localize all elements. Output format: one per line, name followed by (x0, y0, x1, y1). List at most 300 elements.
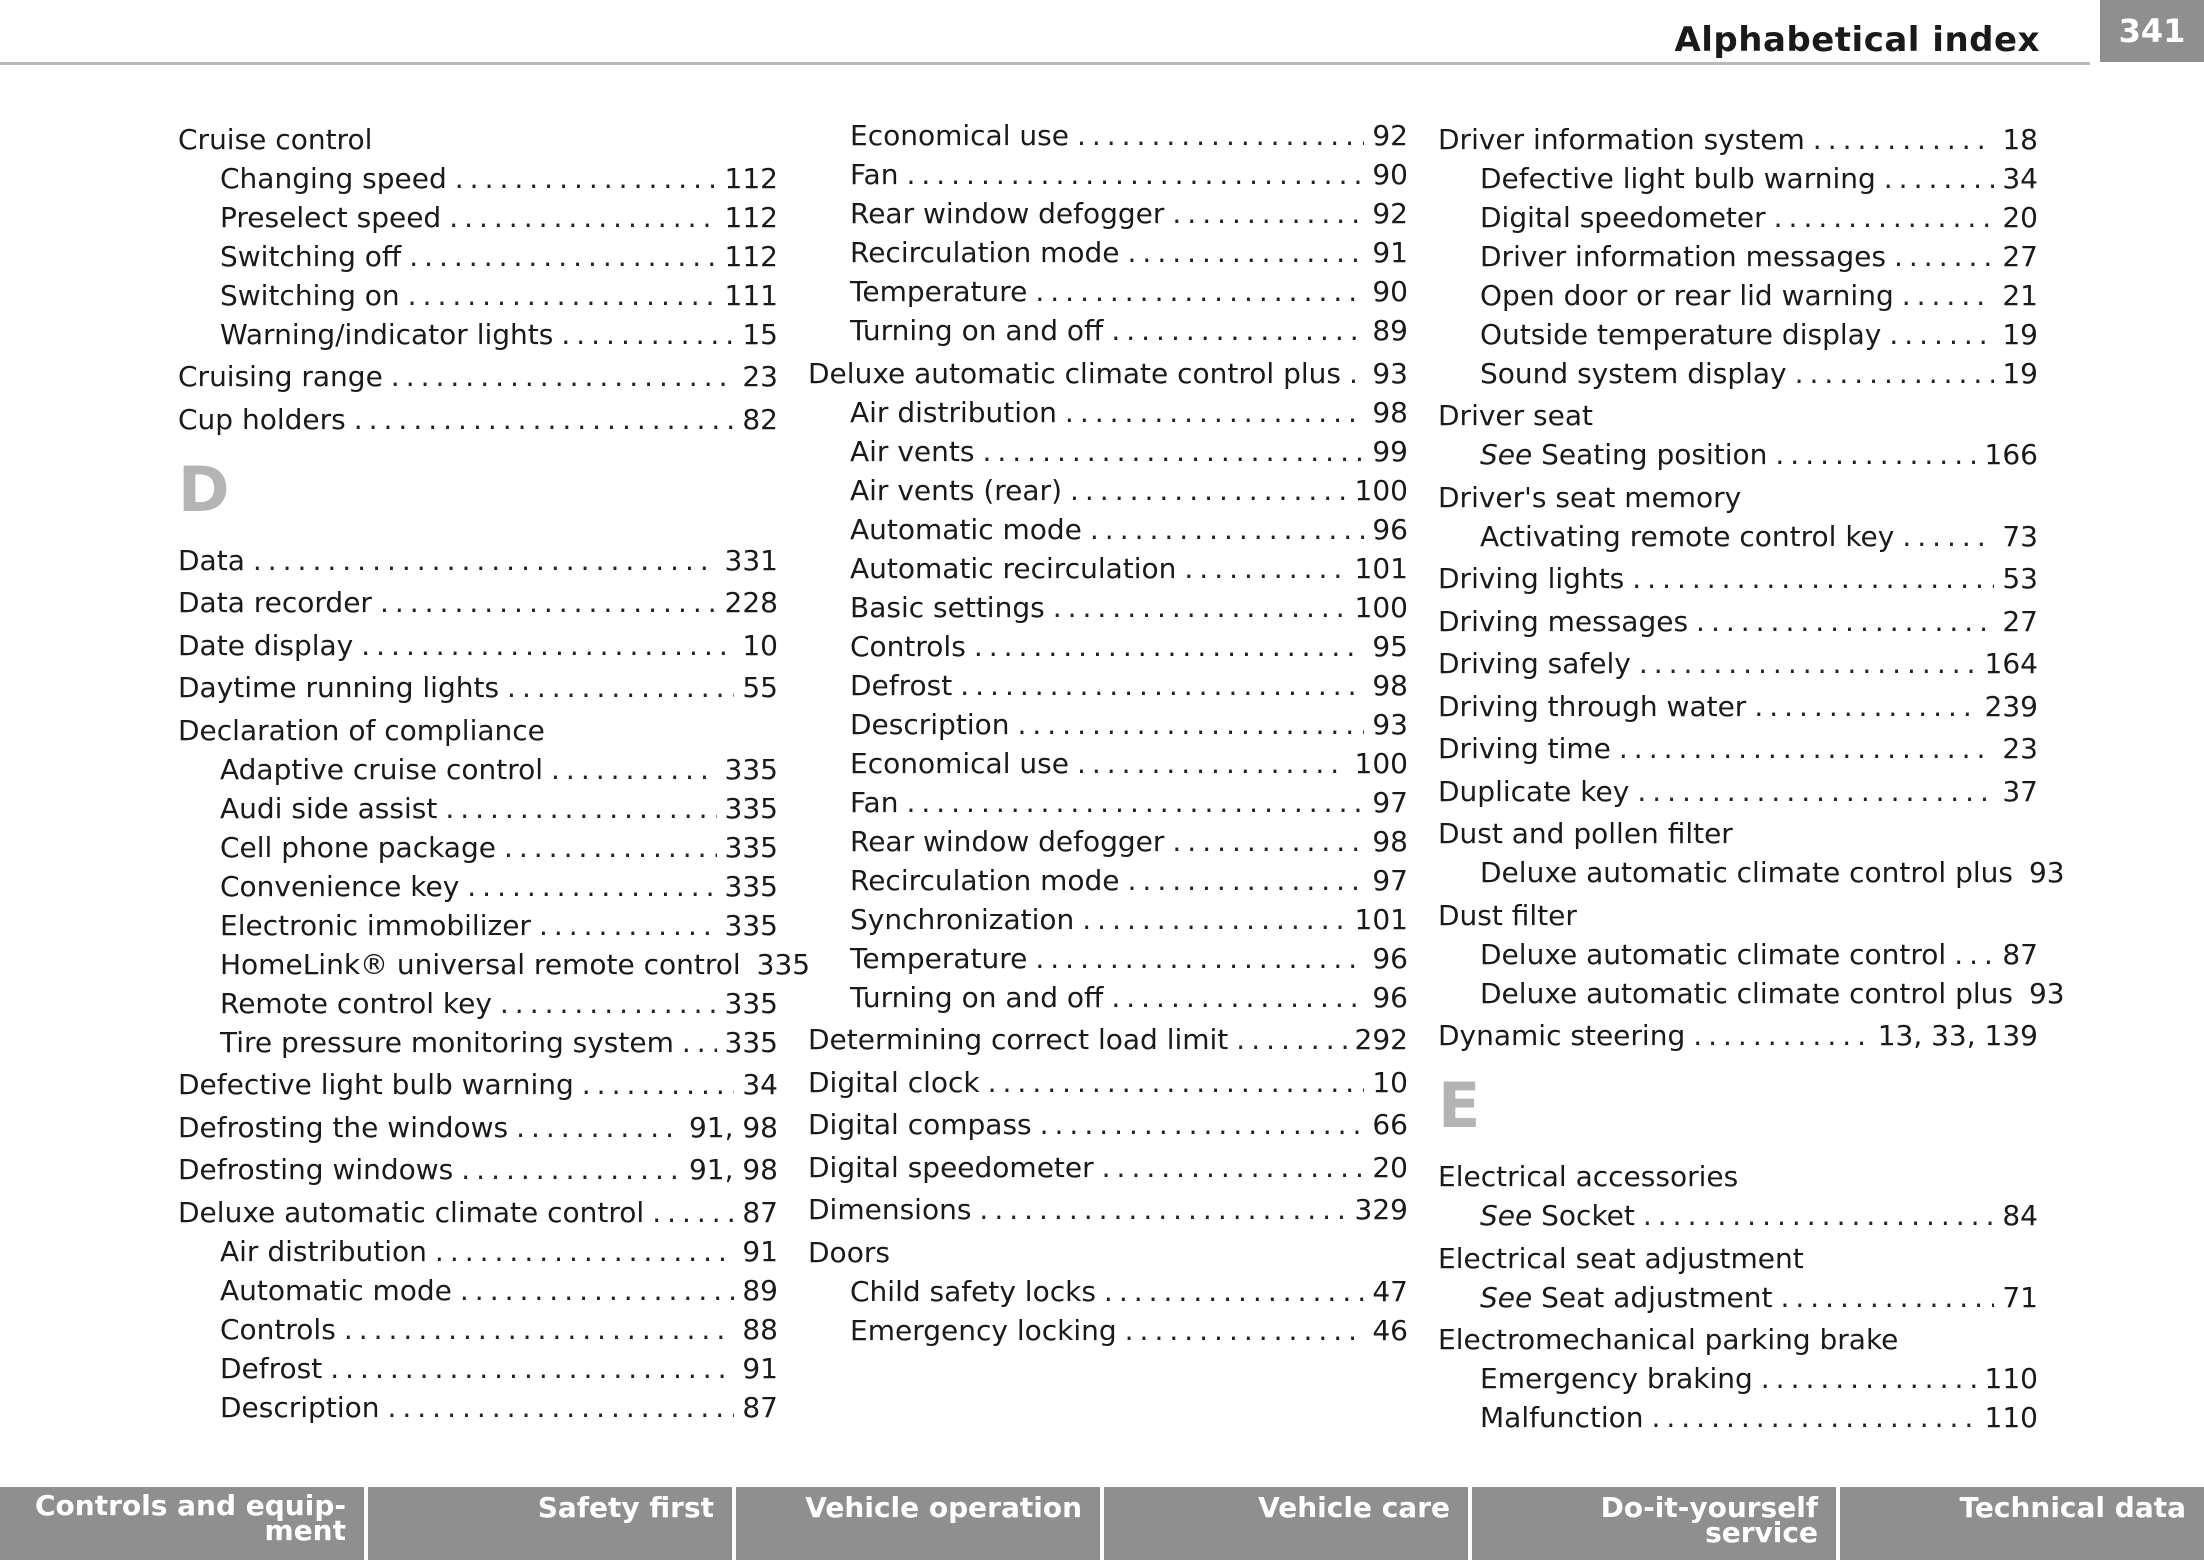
entry-page-ref[interactable]: 335 (724, 752, 778, 786)
index-subentry[interactable] (178, 315, 778, 354)
index-subentry[interactable] (808, 471, 1408, 510)
index-subentry[interactable] (1438, 159, 2038, 198)
entry-text: Turning on and off (850, 314, 1104, 347)
entry-text: Air vents (rear) (850, 473, 1062, 507)
entry-term (220, 906, 531, 945)
entry-term (850, 666, 952, 705)
index-entry[interactable] (1438, 120, 2038, 159)
entry-term (1438, 814, 1733, 853)
tab-section-0[interactable]: Controls and equip- ment (0, 1487, 368, 1560)
entry-term (1438, 1320, 1898, 1359)
index-subentry[interactable] (808, 272, 1408, 311)
entry-text: Electrical accessories (1438, 1160, 1739, 1193)
entry-page-ref[interactable]: 100 (1354, 590, 1408, 624)
entry-term (220, 789, 437, 828)
entry-page-ref[interactable]: 95 (1372, 629, 1408, 663)
section-letter: D (178, 452, 230, 526)
index-entry[interactable] (1438, 729, 2038, 768)
entry-page-ref[interactable]: 23 (2002, 732, 2038, 765)
tab-section-3[interactable]: Vehicle care (1104, 1487, 1472, 1560)
entry-page-ref[interactable]: 97 (1372, 785, 1408, 819)
entry-page-ref[interactable]: 110 (1984, 1362, 2038, 1395)
entry-page-ref[interactable]: 92 (1372, 119, 1408, 152)
leader-dots (1775, 435, 1976, 474)
index-subentry[interactable] (178, 906, 778, 945)
entry-term (220, 828, 496, 867)
index-subentry[interactable] (808, 311, 1408, 350)
entry-text: Emergency braking (1480, 1362, 1753, 1395)
entry-text: Tire pressure monitoring system (220, 1025, 674, 1059)
index-subentry[interactable] (178, 1271, 778, 1310)
entry-text: Driver information system (1438, 122, 1805, 156)
entry-term (1480, 315, 1881, 354)
entry-page-ref[interactable]: 18 (2002, 122, 2038, 156)
index-entry[interactable] (808, 1190, 1408, 1229)
entry-page-ref[interactable]: 292 (1354, 1023, 1408, 1056)
entry-page-ref[interactable]: 87 (742, 1390, 778, 1424)
entry-page-ref[interactable]: 96 (1372, 980, 1408, 1014)
entry-page-ref[interactable]: 335 (724, 791, 778, 825)
tab-section-5[interactable]: Technical data (1959, 1491, 2186, 1524)
entry-text: Defrost (220, 1351, 323, 1385)
index-subentry[interactable] (178, 867, 778, 906)
entry-text: Driving lights (1438, 562, 1625, 595)
entry-page-ref[interactable]: 101 (1354, 902, 1408, 936)
entry-page-ref[interactable]: 27 (2002, 239, 2038, 273)
index-subentry[interactable] (808, 155, 1408, 194)
entry-page-ref[interactable]: 92 (1372, 197, 1408, 230)
leader-dots (1902, 276, 1995, 315)
index-entry[interactable] (1438, 772, 2038, 811)
index-subentry[interactable] (808, 432, 1408, 471)
index-subentry[interactable] (808, 822, 1408, 861)
entry-page-ref[interactable]: 82 (742, 402, 778, 436)
leader-dots (1102, 1148, 1365, 1187)
tab-section-2[interactable]: Vehicle operation (736, 1487, 1104, 1560)
entry-page-ref[interactable]: 98 (1372, 668, 1408, 702)
entry-text: Daytime running lights (178, 671, 500, 704)
entry-term (850, 272, 1027, 311)
index-entry[interactable] (808, 1020, 1408, 1059)
index-entry[interactable] (1438, 814, 2038, 853)
index-subentry[interactable] (808, 233, 1408, 272)
index-subentry[interactable] (178, 276, 778, 315)
entry-page-ref[interactable]: 89 (1372, 314, 1408, 347)
index-subentry[interactable] (808, 510, 1408, 549)
index-entry[interactable] (178, 1065, 778, 1104)
index-subentry[interactable] (178, 1232, 778, 1271)
entry-page-ref[interactable]: 13, 33, 139 (1877, 1019, 2038, 1052)
leader-dots (330, 1349, 734, 1388)
entry-term (220, 1232, 427, 1271)
entry-term (1480, 159, 1876, 198)
leader-dots (1619, 729, 1994, 768)
entry-page-ref[interactable]: 335 (724, 869, 778, 903)
entry-page-ref[interactable]: 21 (2002, 278, 2038, 312)
index-subentry[interactable] (1438, 354, 2038, 393)
entry-page-ref[interactable]: 91, 98 (688, 1153, 778, 1186)
entry-page-ref[interactable]: 87 (2002, 937, 2038, 971)
entry-page-ref[interactable]: 19 (2002, 356, 2038, 390)
entry-text: Convenience key (220, 869, 460, 903)
entry-page-ref[interactable]: 91, 98 (688, 1110, 778, 1144)
index-entry[interactable] (1438, 396, 2038, 435)
entry-term (850, 939, 1027, 978)
entry-text: Electrical seat adjustment (1438, 1241, 1804, 1275)
entry-page-ref[interactable]: 46 (1372, 1313, 1408, 1347)
entry-page-ref[interactable]: 93 (1372, 356, 1408, 390)
entry-page-ref[interactable]: 91 (1372, 236, 1408, 269)
index-subentry[interactable] (178, 198, 778, 237)
see-reference: See (1480, 1280, 1533, 1314)
entry-term (178, 1065, 574, 1104)
entry-text: HomeLink® universal remote control (220, 947, 741, 981)
index-subentry[interactable] (808, 393, 1408, 432)
entry-page-ref[interactable]: 84 (2002, 1199, 2038, 1232)
index-subentry[interactable] (1438, 198, 2038, 237)
entry-page-ref[interactable]: 91 (742, 1351, 778, 1385)
entry-term (1438, 396, 1593, 435)
index-entry[interactable] (808, 1148, 1408, 1187)
entry-term (220, 1349, 322, 1388)
index-entry[interactable] (178, 626, 778, 665)
entry-page-ref[interactable]: 98 (1372, 395, 1408, 429)
entry-text: Air distribution (220, 1234, 427, 1268)
entry-text: Deluxe automatic climate control plus (1480, 976, 2013, 1010)
index-entry[interactable] (1438, 1157, 2038, 1196)
entry-page-ref[interactable]: 96 (1372, 941, 1408, 975)
entry-page-ref[interactable]: 112 (724, 239, 778, 273)
entry-page-ref[interactable]: 71 (2002, 1280, 2038, 1314)
leader-dots (1125, 1311, 1365, 1350)
entry-text: Driver information messages (1480, 239, 1886, 273)
leader-dots (409, 237, 716, 276)
index-entry[interactable] (808, 1105, 1408, 1144)
leader-dots (408, 276, 717, 315)
entry-term (850, 978, 1103, 1017)
entry-page-ref[interactable]: 23 (742, 360, 778, 393)
entry-page-ref[interactable]: 88 (742, 1312, 778, 1346)
index-subentry[interactable] (808, 978, 1408, 1017)
entry-page-ref[interactable]: 47 (1372, 1274, 1408, 1308)
index-entry[interactable] (178, 711, 778, 750)
entry-page-ref[interactable]: 15 (742, 317, 778, 351)
entry-term (850, 588, 1045, 627)
leader-dots (1780, 1278, 1994, 1317)
leader-dots (344, 1310, 735, 1349)
entry-page-ref[interactable]: 20 (1372, 1150, 1408, 1184)
entry-text: Child safety locks (850, 1274, 1096, 1308)
index-entry[interactable] (1438, 896, 2038, 935)
leader-dots (1693, 1016, 1869, 1055)
entry-text: Driver seat (1438, 399, 1594, 432)
entry-term (1480, 435, 1767, 474)
entry-text: Defrosting windows (178, 1153, 454, 1186)
index-subentry[interactable] (1438, 1278, 2038, 1317)
tab-section-4[interactable]: Do-it-yourself service (1472, 1487, 1840, 1560)
entry-text: Cruising range (178, 360, 383, 393)
index-entry[interactable] (808, 1233, 1408, 1272)
index-subentry[interactable] (178, 1023, 778, 1062)
index-subentry[interactable] (178, 828, 778, 867)
index-subentry[interactable] (808, 783, 1408, 822)
leader-dots (504, 828, 717, 867)
entry-term (850, 627, 966, 666)
index-entry[interactable] (178, 1108, 778, 1147)
entry-term (1438, 602, 1688, 641)
index-subentry[interactable] (808, 588, 1408, 627)
entry-page-ref[interactable]: 228 (724, 586, 778, 619)
index-subentry[interactable] (808, 939, 1408, 978)
entry-page-ref[interactable]: 34 (742, 1068, 778, 1101)
entry-term (1480, 974, 2013, 1013)
index-entry[interactable] (1438, 1320, 2038, 1359)
entry-page-ref[interactable]: 34 (2002, 161, 2038, 195)
index-entry[interactable] (1438, 559, 2038, 598)
entry-term (1438, 729, 1611, 768)
index-subentry[interactable] (1438, 517, 2038, 556)
entry-text: Remote control key (220, 986, 492, 1020)
entry-term (178, 1150, 453, 1189)
entry-page-ref[interactable]: 27 (2002, 604, 2038, 638)
index-entry[interactable] (808, 1063, 1408, 1102)
index-entry[interactable] (1438, 687, 2038, 726)
entry-page-ref[interactable]: 335 (724, 908, 778, 942)
leader-dots (1643, 1196, 1994, 1235)
entry-text: Driver's seat memory (1438, 480, 1742, 514)
index-entry[interactable] (178, 400, 778, 439)
entry-page-ref[interactable]: 73 (2002, 519, 2038, 553)
entry-term (808, 1190, 971, 1229)
index-entry[interactable] (1438, 644, 2038, 683)
index-entry[interactable] (178, 120, 778, 159)
index-entry[interactable] (178, 357, 778, 396)
index-subentry[interactable] (808, 1272, 1408, 1311)
index-subentry[interactable] (1438, 237, 2038, 276)
leader-dots (906, 155, 1364, 194)
index-subentry[interactable] (178, 159, 778, 198)
entry-term (1438, 120, 1805, 159)
index-entry[interactable] (178, 541, 778, 580)
entry-term (850, 471, 1062, 510)
leader-dots (1651, 1398, 1976, 1437)
entry-term (178, 120, 372, 159)
index-subentry[interactable] (1438, 853, 2065, 892)
entry-term (220, 1023, 674, 1062)
index-subentry[interactable] (808, 744, 1408, 783)
leader-dots (1172, 822, 1364, 861)
entry-term (1438, 1157, 1738, 1196)
leader-dots (461, 1150, 681, 1189)
entry-page-ref[interactable]: 331 (724, 543, 778, 577)
entry-term (220, 945, 741, 984)
index-subentry[interactable] (808, 549, 1408, 588)
leader-dots (387, 1388, 734, 1427)
index-subentry[interactable] (808, 116, 1408, 155)
index-subentry[interactable] (1438, 1196, 2038, 1235)
entry-page-ref[interactable]: 98 (1372, 824, 1408, 858)
leader-dots (1954, 935, 1994, 974)
entry-page-ref[interactable]: 335 (724, 1025, 778, 1059)
index-subentry[interactable] (178, 945, 811, 984)
entry-page-ref[interactable]: 55 (742, 671, 778, 704)
entry-page-ref[interactable]: 93 (1372, 707, 1408, 741)
leader-dots (354, 400, 735, 439)
index-subentry[interactable] (808, 666, 1408, 705)
entry-term (220, 1388, 379, 1427)
entry-page-ref[interactable]: 90 (1372, 275, 1408, 308)
leader-dots (1040, 1105, 1365, 1144)
entry-page-ref[interactable]: 112 (724, 161, 778, 195)
entry-page-ref[interactable]: 93 (2028, 856, 2065, 889)
entry-term (1438, 478, 1741, 517)
entry-page-ref[interactable]: 335 (724, 986, 778, 1020)
entry-page-ref[interactable]: 53 (2002, 562, 2038, 595)
entry-page-ref[interactable]: 93 (2028, 976, 2065, 1010)
entry-page-ref[interactable]: 89 (742, 1273, 778, 1307)
index-subentry[interactable] (808, 194, 1408, 233)
entry-page-ref[interactable]: 97 (1372, 863, 1408, 897)
entry-page-ref[interactable]: 66 (1372, 1108, 1408, 1141)
entry-page-ref[interactable]: 87 (742, 1195, 778, 1229)
page-number: 341 (2100, 0, 2204, 62)
entry-text: Cell phone package (220, 830, 496, 864)
entry-page-ref[interactable]: 239 (1984, 689, 2038, 723)
entry-text: Basic settings (850, 590, 1045, 624)
entry-text: Temperature (850, 941, 1028, 975)
entry-term (1480, 237, 1886, 276)
leader-dots (1077, 744, 1347, 783)
entry-text: Socket (1541, 1199, 1635, 1232)
entry-term (850, 822, 1164, 861)
entry-term (220, 750, 543, 789)
entry-text: Electromechanical parking brake (1438, 1323, 1899, 1356)
index-subentry[interactable] (808, 900, 1408, 939)
leader-dots (1111, 311, 1364, 350)
index-entry[interactable] (1438, 478, 2038, 517)
entry-text: Outside temperature display (1480, 317, 1882, 351)
entry-term (1438, 644, 1631, 683)
index-subentry[interactable] (1438, 435, 2038, 474)
index-subentry[interactable] (178, 237, 778, 276)
index-subentry[interactable] (1438, 276, 2038, 315)
entry-term (850, 1272, 1096, 1311)
index-entry[interactable] (178, 668, 778, 707)
leader-dots (1894, 237, 1994, 276)
leader-dots (445, 789, 716, 828)
entry-page-ref[interactable]: 91 (742, 1234, 778, 1268)
entry-page-ref[interactable]: 112 (724, 200, 778, 234)
leader-dots (1128, 861, 1365, 900)
entry-page-ref[interactable]: 99 (1372, 434, 1408, 468)
index-entry[interactable] (808, 354, 1408, 393)
entry-term (178, 583, 372, 622)
leader-dots (551, 750, 717, 789)
index-subentry[interactable] (1438, 935, 2038, 974)
index-entry[interactable] (1438, 602, 2038, 641)
index-subentry[interactable] (808, 1311, 1408, 1350)
entry-text: Rear window defogger (850, 824, 1165, 858)
entry-text: Turning on and off (850, 980, 1104, 1014)
entry-page-ref[interactable]: 335 (724, 830, 778, 864)
leader-dots (1017, 705, 1364, 744)
index-entry[interactable] (178, 1150, 778, 1189)
tab-section-1[interactable]: Safety first (368, 1487, 736, 1560)
entry-page-ref[interactable]: 329 (1354, 1193, 1408, 1226)
index-subentry[interactable] (178, 1310, 778, 1349)
leader-dots (979, 1190, 1346, 1229)
entry-page-ref[interactable]: 111 (724, 278, 778, 312)
entry-text: Warning/indicator lights (220, 317, 554, 351)
entry-term (850, 393, 1057, 432)
index-subentry[interactable] (1438, 974, 2065, 1013)
index-entry[interactable] (1438, 1239, 2038, 1278)
entry-page-ref[interactable]: 19 (2002, 317, 2038, 351)
entry-page-ref[interactable]: 96 (1372, 512, 1408, 546)
index-subentry[interactable] (1438, 1359, 2038, 1398)
entry-text: Driving messages (1438, 604, 1689, 638)
leader-dots (455, 159, 717, 198)
index-entry[interactable] (1438, 1016, 2038, 1055)
index-entry[interactable] (178, 1193, 778, 1232)
entry-page-ref[interactable]: 10 (1372, 1065, 1408, 1099)
index-subentry[interactable] (1438, 315, 2038, 354)
entry-term (1480, 935, 1946, 974)
entry-page-ref[interactable]: 335 (756, 947, 811, 981)
entry-page-ref[interactable]: 110 (1984, 1401, 2038, 1434)
entry-term (850, 116, 1069, 155)
entry-text: Malfunction (1480, 1401, 1644, 1434)
entry-term (808, 1105, 1032, 1144)
entry-page-ref[interactable]: 10 (742, 628, 778, 662)
entry-page-ref[interactable]: 90 (1372, 158, 1408, 191)
index-subentry[interactable] (178, 1349, 778, 1388)
entry-page-ref[interactable]: 37 (2002, 774, 2038, 808)
entry-text: Seat adjustment (1541, 1280, 1773, 1314)
entry-page-ref[interactable]: 101 (1354, 551, 1408, 585)
entry-text: Emergency locking (850, 1313, 1117, 1347)
entry-text: Air distribution (850, 395, 1057, 429)
index-subentry[interactable] (808, 705, 1408, 744)
index-subentry[interactable] (808, 627, 1408, 666)
index-subentry[interactable] (808, 861, 1408, 900)
entry-text: Preselect speed (220, 200, 442, 234)
entry-term (178, 1108, 508, 1147)
leader-dots (1637, 772, 1994, 811)
entry-term (850, 783, 898, 822)
see-reference: See (1480, 438, 1533, 471)
entry-term (1480, 198, 1766, 237)
leader-dots (1902, 517, 1994, 556)
index-subentry[interactable] (178, 984, 778, 1023)
entry-page-ref[interactable]: 166 (1984, 438, 2038, 471)
section-letter: E (1438, 1069, 1481, 1142)
leader-dots (960, 666, 1364, 705)
entry-page-ref[interactable]: 164 (1984, 647, 2038, 680)
entry-term (1480, 1196, 1635, 1235)
entry-term (850, 311, 1103, 350)
index-entry[interactable] (178, 583, 778, 622)
index-subentry[interactable] (1438, 1398, 2038, 1437)
index-subentry[interactable] (178, 1388, 778, 1427)
entry-page-ref[interactable]: 20 (2002, 200, 2038, 234)
entry-term (178, 668, 499, 707)
entry-page-ref[interactable]: 100 (1354, 473, 1408, 507)
index-subentry[interactable] (178, 750, 778, 789)
entry-page-ref[interactable]: 100 (1354, 746, 1408, 780)
index-subentry[interactable] (178, 789, 778, 828)
entry-term (850, 432, 974, 471)
